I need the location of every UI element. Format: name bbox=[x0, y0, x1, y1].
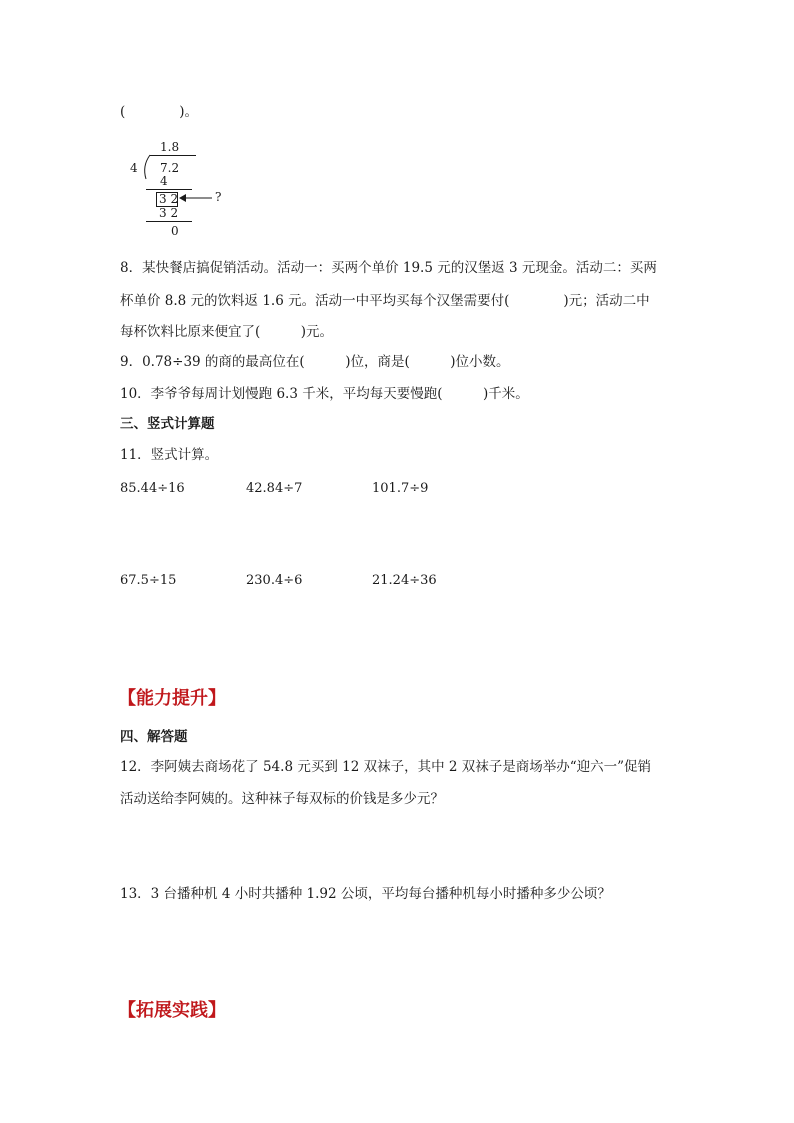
divisor: 4 bbox=[130, 161, 138, 175]
q10-text: 10．李爷爷每周计划慢跑 6.3 千米，平均每天要慢跑( )千米。 bbox=[120, 386, 529, 402]
q12-line-2: 活动送给李阿姨的。这种袜子每双标的价钱是多少元？ bbox=[120, 791, 444, 807]
division-bar bbox=[150, 155, 196, 156]
subtract-step-2: 3 2 bbox=[159, 206, 179, 220]
section-4-heading: 四、解答题 bbox=[120, 729, 188, 745]
calc-item: 85.44÷16 bbox=[120, 481, 185, 496]
calc-item: 101.7÷9 bbox=[372, 481, 429, 496]
dividend: 7.2 bbox=[160, 161, 180, 175]
extend-heading: 【拓展实践】 bbox=[118, 1000, 226, 1021]
quotient: 1.8 bbox=[160, 140, 180, 154]
q8-line-1: 8．某快餐店搞促销活动。活动一：买两个单价 19.5 元的汉堡返 3 元现金。活动二：买两 bbox=[120, 260, 657, 276]
q8-line-2: 杯单价 8.8 元的饮料返 1.6 元。活动一中平均买每个汉堡需要付( )元；活动二中 bbox=[120, 293, 650, 309]
subtract-line-1 bbox=[146, 189, 192, 190]
division-bracket bbox=[140, 154, 152, 180]
q13-text: 13．3 台播种机 4 小时共播种 1.92 公顷，平均每台播种机每小时播种多少公顷？ bbox=[120, 886, 611, 902]
q9-text: 9．0.78÷39 的商的最高位在( )位，商是( )位小数。 bbox=[120, 354, 510, 370]
arrow-left-icon bbox=[178, 192, 212, 206]
q8-line-3: 每杯饮料比原来便宜了( )元。 bbox=[120, 324, 334, 340]
answer-blank-line: ( )。 bbox=[120, 104, 199, 120]
ability-heading: 【能力提升】 bbox=[118, 688, 226, 709]
q11-text: 11．竖式计算。 bbox=[120, 447, 219, 463]
long-division-diagram bbox=[122, 138, 232, 242]
q12-line-1: 12．李阿姨去商场花了 54.8 元买到 12 双袜子，其中 2 双袜子是商场举办“迎六一”促销 bbox=[120, 759, 652, 775]
calc-item: 42.84÷7 bbox=[246, 481, 303, 496]
calc-item: 21.24÷36 bbox=[372, 573, 437, 588]
remainder-value: 3 2 bbox=[159, 192, 179, 206]
calc-item: 230.4÷6 bbox=[246, 573, 303, 588]
section-3-heading: 三、竖式计算题 bbox=[120, 416, 215, 432]
subtract-line-2 bbox=[146, 221, 192, 222]
question-mark: ? bbox=[215, 190, 222, 204]
final-remainder: 0 bbox=[171, 224, 179, 238]
calc-item: 67.5÷15 bbox=[120, 573, 177, 588]
subtract-step-1: 4 bbox=[160, 174, 168, 188]
